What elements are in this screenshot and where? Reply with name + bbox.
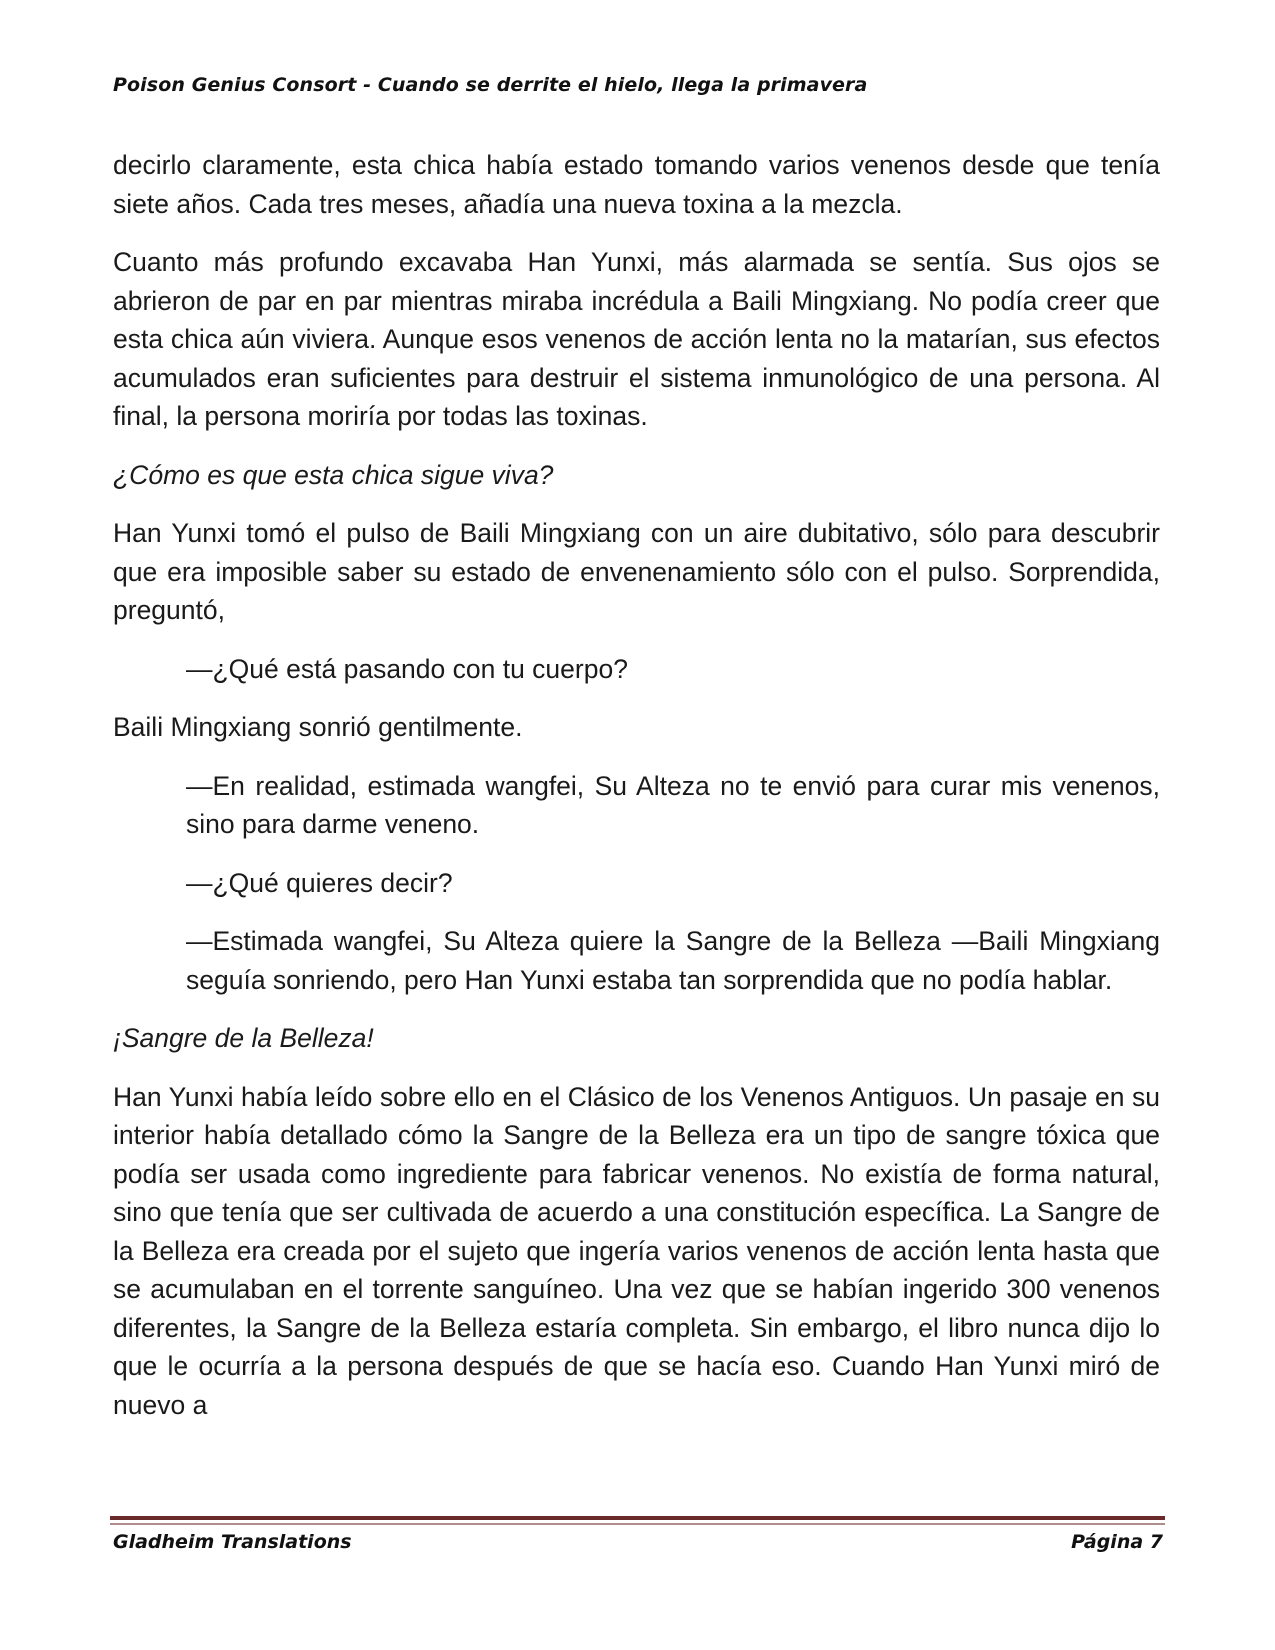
dialogue-line: —¿Qué está pasando con tu cuerpo?	[186, 653, 628, 684]
paragraph: Han Yunxi había leído sobre ello en el Clásico de los Venenos Antiguos. Un pasaje en su interior había detallado cómo la Sangre de la Belleza era un tipo de sangre tóxica que podía ser usada como ingrediente para fabricar venenos. No existía de forma natural, sino que tenía que ser cultivada de acuerdo a una constitución específica. La Sangre de la Belleza era creada por el sujeto que ingería varios venenos de acción lenta hasta que se acumulaban en el torrente sanguíneo. Una vez que se habían ingerido 300 venenos diferentes, la Sangre de la Belleza estaría completa. Sin embargo, el libro nunca dijo lo que le ocurría a la persona después de que se hacía eso. Cuando Han Yunxi miró de nuevo a	[113, 1081, 1160, 1420]
page-number: Página 7	[1071, 1531, 1163, 1553]
dialogue-line: —Estimada wangfei, Su Alteza quiere la Sangre de la Belleza —Baili Mingxiang seguía sonriendo, pero Han Yunxi estaba tan sorprendida que no podía hablar.	[186, 926, 1160, 995]
dialogue-line: —En realidad, estimada wangfei, Su Alteza no te envió para curar mis venenos, sino para darme veneno.	[186, 770, 1160, 839]
dialogue-line: —¿Qué quieres decir?	[186, 867, 453, 898]
paragraph: decirlo claramente, esta chica había estado tomando varios venenos desde que tenía siete años. Cada tres meses, añadía una nueva toxina a la mezcla.	[113, 150, 1160, 219]
paragraph: Cuanto más profundo excavaba Han Yunxi, más alarmada se sentía. Sus ojos se abrieron de par en par mientras miraba incrédula a Baili Mingxiang. No podía creer que esta chica aún viviera. Aunque esos venenos de acción lenta no la matarían, sus efectos acumulados eran suficientes para destruir el sistema inmunológico de una persona. Al final, la persona moriría por todas las toxinas.	[113, 247, 1160, 431]
italic-thought: ¿Cómo es que esta chica sigue viva?	[113, 459, 554, 490]
page-body	[113, 146, 1160, 1444]
paragraph: Han Yunxi tomó el pulso de Baili Mingxiang con un aire dubitativo, sólo para descubrir que era imposible saber su estado de envenenamiento sólo con el pulso. Sorprendida, preguntó,	[113, 518, 1160, 625]
italic-thought: ¡Sangre de la Belleza!	[113, 1023, 374, 1053]
footer-rule-thin	[110, 1523, 1165, 1525]
page-header: Poison Genius Consort - Cuando se derrite el hielo, llega la primavera	[113, 74, 868, 96]
footer-rule-thick	[110, 1516, 1165, 1520]
page-footer	[113, 1531, 1163, 1553]
paragraph: Baili Mingxiang sonrió gentilmente.	[113, 712, 523, 742]
footer-credit: Gladheim Translations	[113, 1531, 352, 1553]
